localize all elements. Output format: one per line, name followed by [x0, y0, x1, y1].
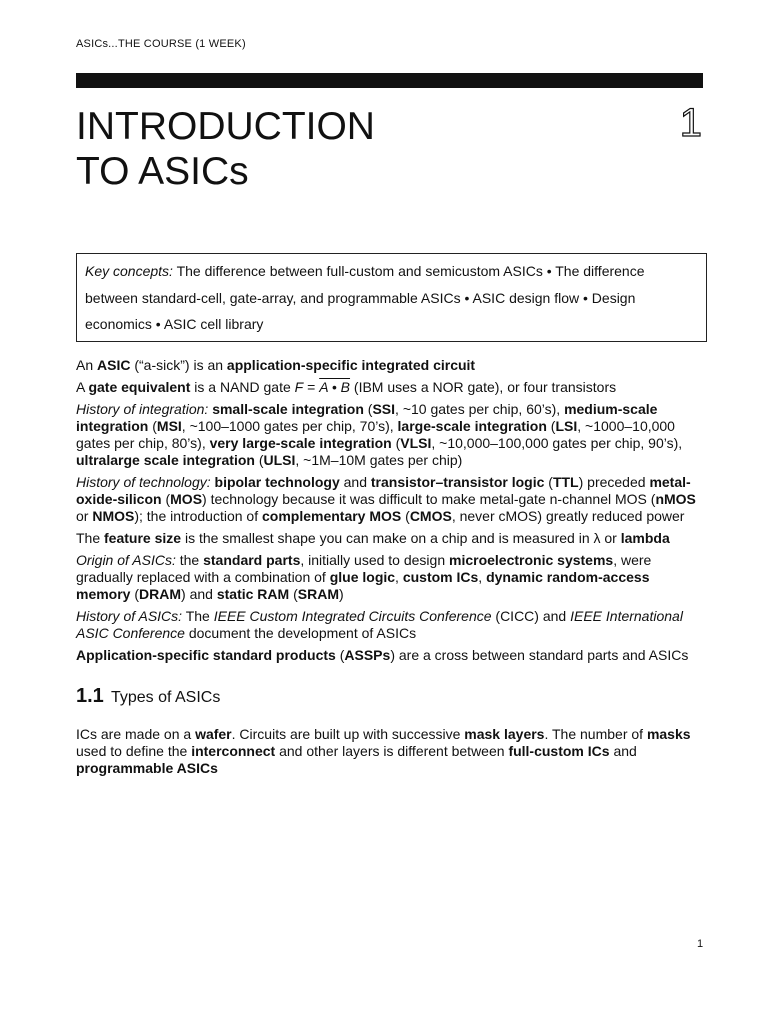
- text-run: or: [76, 508, 93, 524]
- term: small-scale integration: [212, 401, 364, 417]
- text-run: (: [130, 586, 140, 602]
- paragraph-asic-definition: [76, 357, 702, 374]
- italic-lead: History of technology:: [76, 474, 211, 490]
- term: SSI: [372, 401, 396, 417]
- text-run: used to define the: [76, 743, 192, 759]
- text-run: (: [148, 418, 157, 434]
- text-run: ) are a cross between standard parts and ASICs: [390, 647, 689, 663]
- term: bipolar technology: [214, 474, 340, 490]
- term: very large-scale integration: [209, 435, 392, 451]
- text-run: . The number of: [544, 726, 647, 742]
- paragraph-origin-of-asics: [76, 552, 702, 603]
- text-run: (: [289, 586, 298, 602]
- italic-lead: Origin of ASICs:: [76, 552, 176, 568]
- term: medium-scale integration: [76, 401, 658, 434]
- paragraph-history-of-integration: [76, 401, 702, 469]
- italic-lead: History of integration:: [76, 401, 209, 417]
- text-run: , initially used to design: [300, 552, 449, 568]
- paragraph-feature-size: [76, 530, 702, 547]
- text-run: (: [546, 418, 556, 434]
- term: dynamic random-access memory: [76, 569, 650, 602]
- text-run: is the smallest shape you can make on a chip and is measured in λ or: [181, 530, 621, 546]
- term: VLSI: [400, 435, 432, 451]
- paragraph-types-of-asics: [76, 726, 702, 777]
- term: static RAM: [216, 586, 290, 602]
- term: interconnect: [191, 743, 276, 759]
- chapter-rule: [76, 73, 703, 88]
- text-run: ,: [395, 569, 403, 585]
- text-run: ) technology because it was difficult to make metal-gate n-channel MOS (: [202, 491, 656, 507]
- text-run: An: [76, 357, 98, 373]
- text-run: =: [303, 379, 320, 395]
- key-concepts-text: The difference between full-custom and semicustom ASICs • The difference between standard-cell, gate-array, and programmable ASICs • ASIC design flow • Design economics • ASIC cell library: [85, 263, 645, 332]
- term: Application-specific standard products: [76, 647, 336, 663]
- term: masks: [646, 726, 691, 742]
- paragraph-gate-equivalent: [76, 379, 702, 396]
- term: ULSI: [263, 452, 296, 468]
- text-run: ICs are made on a: [76, 726, 196, 742]
- term: application-specific integrated circuit: [226, 357, 476, 373]
- body-text: [76, 357, 702, 782]
- text-run: and: [609, 743, 637, 759]
- text-run: ) preceded: [578, 474, 650, 490]
- text-run: A: [76, 379, 89, 395]
- term: standard parts: [203, 552, 301, 568]
- paragraph-history-of-asics: [76, 608, 702, 642]
- text-run: ) and: [181, 586, 217, 602]
- term: ultralarge scale integration: [76, 452, 255, 468]
- term: nMOS: [655, 491, 696, 507]
- term: SRAM: [297, 586, 339, 602]
- chapter-title: [76, 104, 375, 194]
- text-run: document the development of ASICs: [184, 625, 417, 641]
- text-run: (: [161, 491, 171, 507]
- term: MSI: [156, 418, 182, 434]
- term: full-custom ICs: [508, 743, 610, 759]
- text-run: , were gradually replaced with a combination of: [76, 552, 652, 585]
- section-heading: [76, 686, 702, 708]
- term: wafer: [195, 726, 232, 742]
- key-concepts-label: Key concepts:: [85, 263, 173, 279]
- term: gate equivalent: [88, 379, 191, 395]
- text-run: (CICC) and: [491, 608, 571, 624]
- text-run: (: [401, 508, 410, 524]
- term: ASIC: [97, 357, 131, 373]
- text-run: The: [182, 608, 214, 624]
- running-head: ASICs...THE COURSE (1 WEEK): [76, 38, 246, 50]
- chapter-number: 1: [679, 101, 702, 145]
- term: feature size: [104, 530, 182, 546]
- text-run: ); the introduction of: [134, 508, 262, 524]
- term: NMOS: [92, 508, 135, 524]
- text-run: ,: [478, 569, 487, 585]
- text-run: , ~10,000–100,000 gates per chip, 90’s),: [431, 435, 683, 451]
- term: LSI: [555, 418, 578, 434]
- term: metal-oxide-silicon: [76, 474, 691, 507]
- text-run: and other layers is different between: [275, 743, 509, 759]
- term: ASSPs: [344, 647, 391, 663]
- term: large-scale integration: [397, 418, 547, 434]
- term: mask layers: [464, 726, 545, 742]
- text-run: The: [76, 530, 105, 546]
- text-run: (: [335, 647, 345, 663]
- text-run: is a NAND gate: [190, 379, 295, 395]
- term: complementary MOS: [261, 508, 402, 524]
- text-run: , ~1M–10M gates per chip): [295, 452, 463, 468]
- chapter-title-line-2: TO ASICs: [76, 150, 249, 193]
- text-run: (IBM uses a NOR gate), or four transistors: [350, 379, 617, 395]
- text-run: (: [544, 474, 553, 490]
- term: DRAM: [139, 586, 182, 602]
- text-run: ): [339, 586, 344, 602]
- conference-name: IEEE International ASIC Conference: [76, 608, 683, 641]
- text-run: (: [363, 401, 373, 417]
- term: transistor–transistor logic: [370, 474, 545, 490]
- text-run: (: [391, 435, 401, 451]
- term: custom ICs: [402, 569, 479, 585]
- term: TTL: [552, 474, 579, 490]
- key-concepts-box: [76, 253, 707, 342]
- text-run: , ~10 gates per chip, 60’s),: [395, 401, 565, 417]
- formula-variable: F: [294, 379, 304, 395]
- paragraph-assps: [76, 647, 702, 664]
- term: programmable ASICs: [76, 760, 218, 776]
- text-run: , ~100–1000 gates per chip, 70’s),: [181, 418, 398, 434]
- text-run: and: [339, 474, 371, 490]
- section-title: Types of ASICs: [110, 689, 221, 706]
- text-run: (“a-sick”) is an: [130, 357, 227, 373]
- term: CMOS: [409, 508, 452, 524]
- text-run: the: [175, 552, 204, 568]
- chapter-title-line-1: INTRODUCTION: [76, 105, 375, 148]
- term: MOS: [170, 491, 203, 507]
- italic-lead: History of ASICs:: [76, 608, 183, 624]
- text-run: . Circuits are built up with successive: [231, 726, 465, 742]
- term: microelectronic systems: [449, 552, 614, 568]
- conference-name: IEEE Custom Integrated Circuits Conference: [213, 608, 492, 624]
- text-run: , ~1000–10,000 gates per chip, 80’s),: [76, 418, 675, 451]
- section-number: 1.1: [76, 685, 104, 707]
- text-run: (: [254, 452, 264, 468]
- term: glue logic: [329, 569, 396, 585]
- page-number: 1: [697, 938, 704, 950]
- paragraph-history-of-technology: [76, 474, 702, 525]
- term: lambda: [620, 530, 670, 546]
- formula-negated-term: A • B: [319, 379, 351, 395]
- text-run: , never cMOS) greatly reduced power: [451, 508, 685, 524]
